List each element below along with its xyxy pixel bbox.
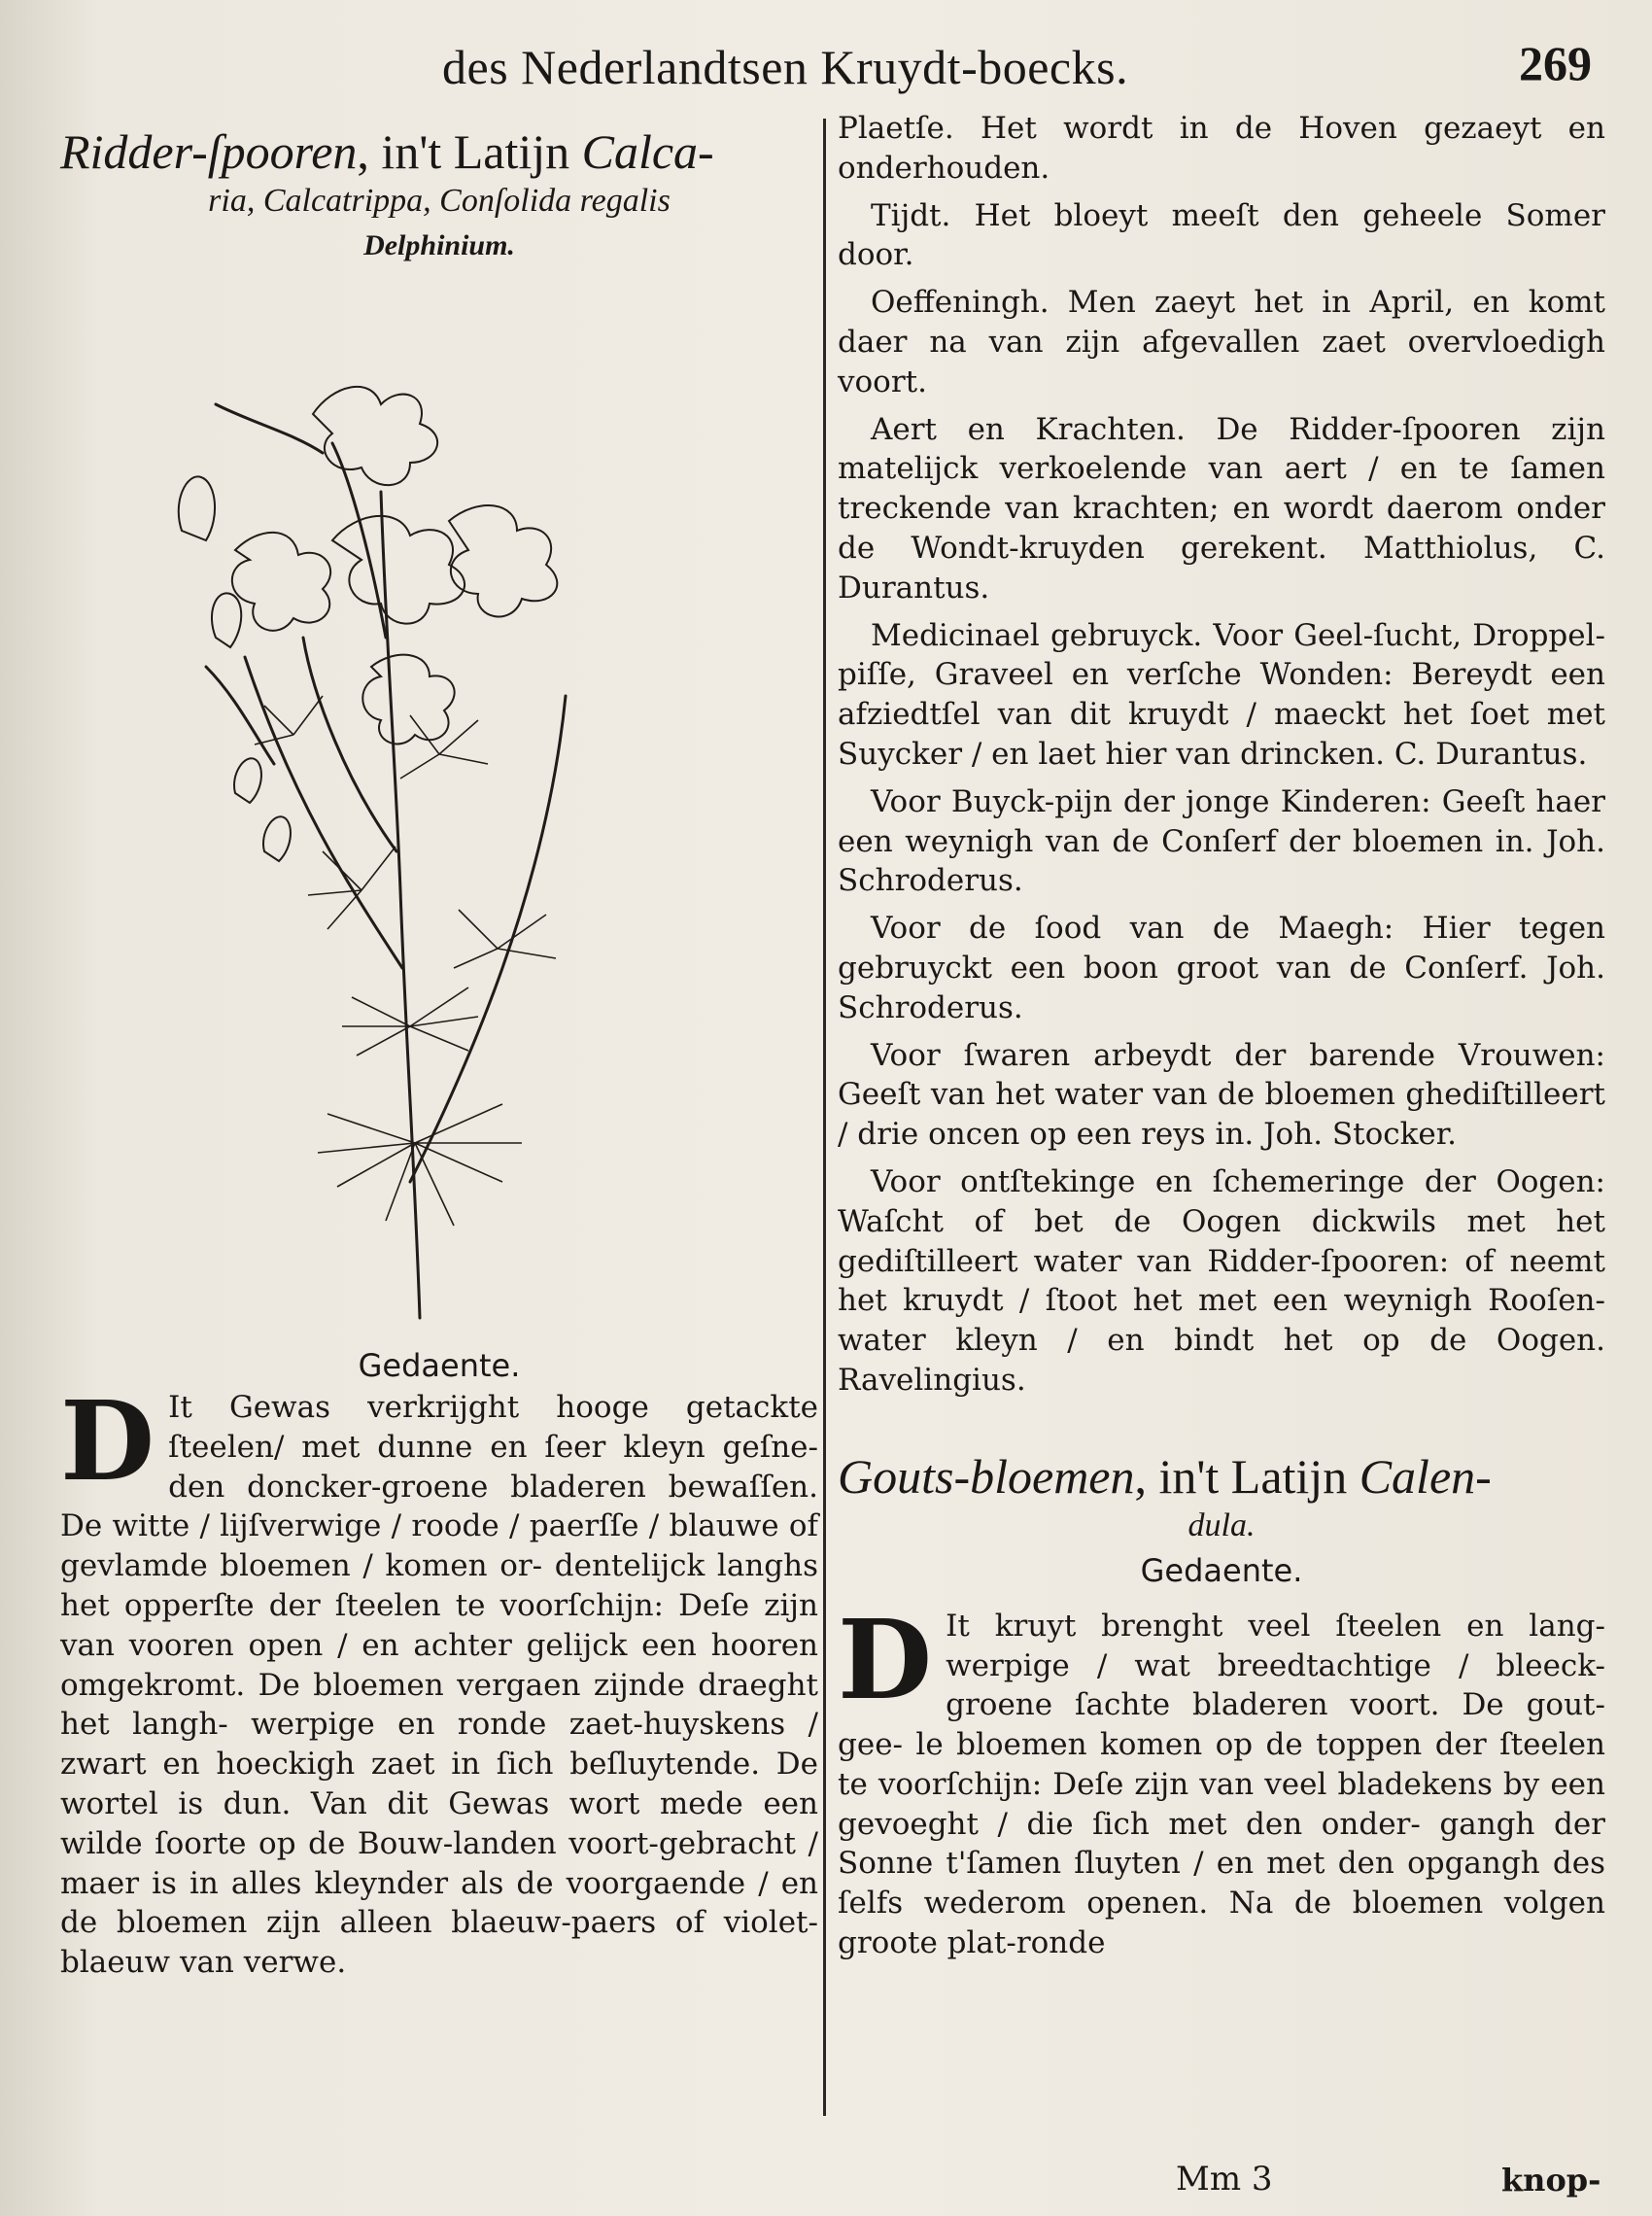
description-text-2: It kruyt brenght veel ſteelen en lang- werpige / wat breedtachtige / bleeck- groene ſachte bladeren voort. De gout-gee- le bloemen komen op de toppen der ſteelen te voorſchijn: Deſe zijn van veel bladekens by een gevoeght / die ſich met den onder- gangh der Sonne t'ſamen ſluyten / en met den opgangh des ſelfs wederom openen. Na de bloemen volgen groote plat-ronde bbox=[838, 1608, 1605, 1961]
drop-cap-2: D bbox=[838, 1596, 933, 1724]
paragraph-oeffeningh: Oeffeningh. Men zaeyt het in April, en komt daer na van zijn afgevallen zaet overvloedigh voort. bbox=[838, 285, 1605, 399]
paragraph-tijdt: Tijdt. Het bloeyt meeſt den geheele Somer door. bbox=[838, 197, 1605, 273]
description-paragraph-2 bbox=[838, 1596, 1605, 1963]
description-paragraph bbox=[60, 1378, 818, 1983]
woodcut-plant-illustration bbox=[177, 346, 682, 1337]
drop-cap: D bbox=[60, 1378, 155, 1506]
right-column bbox=[838, 109, 1605, 1963]
paragraph-sood-van-de-maegh: Voor de ſood van de Maegh: Hier tegen gebruyckt een boon groot van de Conſerf. Joh. Schroderus. bbox=[838, 911, 1605, 1025]
paragraph-medicinael-gebruyck: Medicinael gebruyck. Voor Geel-ſucht, Droppel-piſſe, Graveel en verſche Wonden: Bereydt een afziedtſel van dit kruydt / maeckt het ſoet met Suycker / en laet hier van drincken. C. Durantus. bbox=[838, 617, 1605, 772]
entry-title-gouts-bloemen: Gouts-bloemen, in't Latijn Calen- bbox=[838, 1448, 1492, 1504]
section-head-gedaente: Gedaente. bbox=[1140, 1551, 1303, 1589]
paragraph-swaren-arbeydt: Voor ſwaren arbeydt der barende Vrouwen: Geeſt van het water van de bloemen ghediſtilleert / drie oncen op een reys in. Joh. Stocker. bbox=[838, 1037, 1605, 1153]
entry-synonym-dula: dula. bbox=[1187, 1506, 1256, 1543]
column-rule bbox=[823, 119, 826, 2116]
signature-mark: Mm 3 bbox=[1176, 2160, 1273, 2199]
page-number: 269 bbox=[1519, 36, 1592, 90]
catchword: knop- bbox=[1501, 2162, 1601, 2199]
entry-synonyms: ria, Calcatrippa, Conſolida regalis bbox=[208, 183, 671, 219]
paragraph-plaetse: Plaetſe. Het wordt in de Hoven gezaeyt en onderhouden. bbox=[838, 111, 1605, 186]
entry-synonym-delphinium: Delphinium. bbox=[363, 229, 515, 261]
entry-title-ridder-spooren: Ridder-ſpooren, in't Latijn Calca- bbox=[60, 124, 714, 179]
paragraph-aert-en-krachten: Aert en Krachten. De Ridder-ſpooren zijn matelijck verkoelende van aert / en te ſamen treckende van krachten; en wordt daerom onder de Wondt-kruyden gerekent. Matthiolus, C. Durantus. bbox=[838, 411, 1605, 606]
figure-caption: Gedaente. bbox=[358, 1347, 521, 1384]
paragraph-buyck-pijn: Voor Buyck-pijn der jonge Kinderen: Geeſt haer een weynigh van de Conſerf der bloemen in. Joh. Schroderus. bbox=[838, 783, 1605, 899]
description-text: It Gewas verkrijght hooge getackte ſteelen/ met dunne en ſeer kleyn geſne- den doncker-groene bladeren bewaſſen. De witte / lijſverwige / roode / paerſſe / blauwe of gevlamde bloemen / komen or- dentelijck langhs het opperſte der ſteelen te voorſchijn: Deſe zijn van vooren open / en achter gelijck een hooren omgekromt. De bloemen vergaen zijnde draeght het langh- werpige en ronde zaet-huyskens / zwart en hoeckigh zaet in ſich beſluytende. De wortel is dun. Van dit Gewas wort mede een wilde ſoorte op de Bouw-landen voort-gebracht / maer is in alles kleynder als de voorgaende / en de bloemen zijn alleen blaeuw-paers of violet-blaeuw van verwe. bbox=[60, 1390, 818, 1981]
left-column bbox=[60, 124, 818, 1983]
running-head: des Nederlandtsen Kruydt-boecks. bbox=[442, 40, 1129, 94]
paragraph-ontstekinge: Voor ontſtekinge en ſchemeringe der Oogen: Waſcht of bet de Oogen dickwils met het gediſtilleert water van Ridder-ſpooren: of neemt het kruydt / ſtoot het met een weynigh Rooſen-water kleyn / en bindt het op de Oogen. Ravelingius. bbox=[838, 1163, 1605, 1398]
